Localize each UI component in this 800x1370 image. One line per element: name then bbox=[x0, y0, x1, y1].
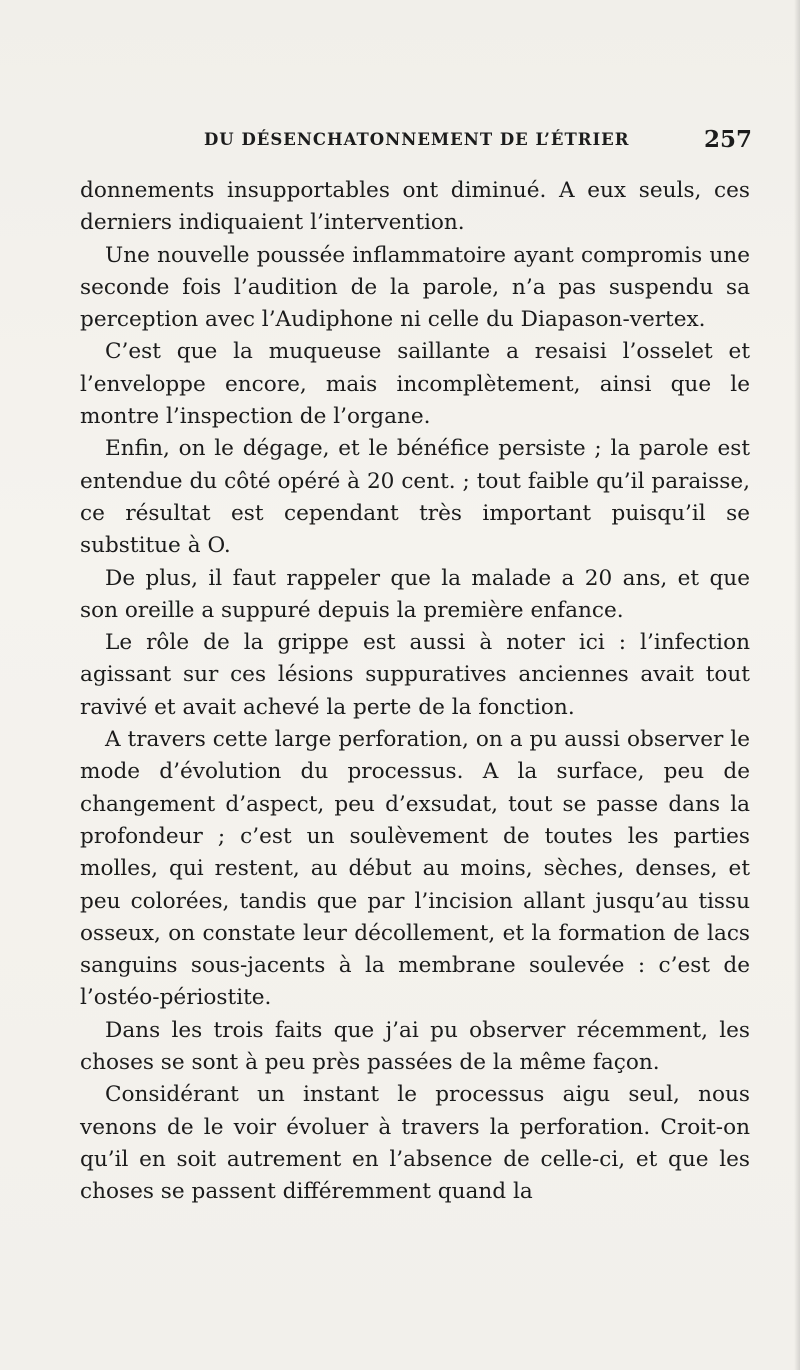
paragraph: donnements insupportables ont diminué. A eux seuls, ces derniers indiquaient l’intervention. bbox=[80, 178, 750, 236]
page-number: 257 bbox=[703, 126, 752, 153]
paragraph: Le rôle de la grippe est aussi à noter ici : l’infection agissant sur ces lésions suppuratives anciennes avait tout ravivé et avait achevé la perte de la fonction. bbox=[80, 630, 750, 720]
paragraph: Dans les trois faits que j’ai pu observer récemment, les choses se sont à peu près passées de la même façon. bbox=[80, 1017, 750, 1076]
paragraph: De plus, il faut rappeler que la malade a 20 ans, et que son oreille a suppuré depuis la première enfance. bbox=[80, 565, 750, 623]
paragraph: Considérant un instant le processus aigu seul, nous venons de le voir évoluer à travers la perforation. Croit-on qu’il en soit autrement en l’absence de celle-ci, et que les choses se passent différemment quand la bbox=[80, 1082, 750, 1205]
paragraph: A travers cette large perforation, on a pu aussi observer le mode d’évolution du processus. A la surface, peu de changement d’aspect, peu d’exsudat, tout se passe dans la profondeur ; c’est un soulèvement de toutes les parties molles, qui restent, au début au moins, sèches, denses, et peu colorées, tandis que par l’incision allant jusqu’au tissu osseux, on constate leur décollement, et la formation de lacs sanguins sous-jacents à la membrane soulevée : c’est de l’ostéo-périostite. bbox=[80, 727, 750, 1011]
paragraph: C’est que la muqueuse saillante a resaisi l’osselet et l’enveloppe encore, mais incomplètement, ainsi que le montre l’inspection de l’organe. bbox=[80, 339, 750, 430]
paragraph: Une nouvelle poussée inflammatoire ayant compromis une seconde fois l’audition de la parole, n’a pas suspendu sa perception avec l’Audiphone ni celle du Diapason-vertex. bbox=[80, 242, 750, 333]
paragraph: Enfin, on le dégage, et le bénéfice persiste ; la parole est entendue du côté opéré à 20 cent. ; tout faible qu’il paraisse, ce résultat est cependant très important puisqu’il se substitue à O. bbox=[80, 436, 750, 559]
page-edge-shadow bbox=[794, 0, 800, 1370]
running-header bbox=[80, 126, 752, 156]
body-text bbox=[80, 175, 750, 1209]
running-title: DU DÉSENCHATONNEMENT DE L’ÉTRIER bbox=[204, 130, 630, 149]
